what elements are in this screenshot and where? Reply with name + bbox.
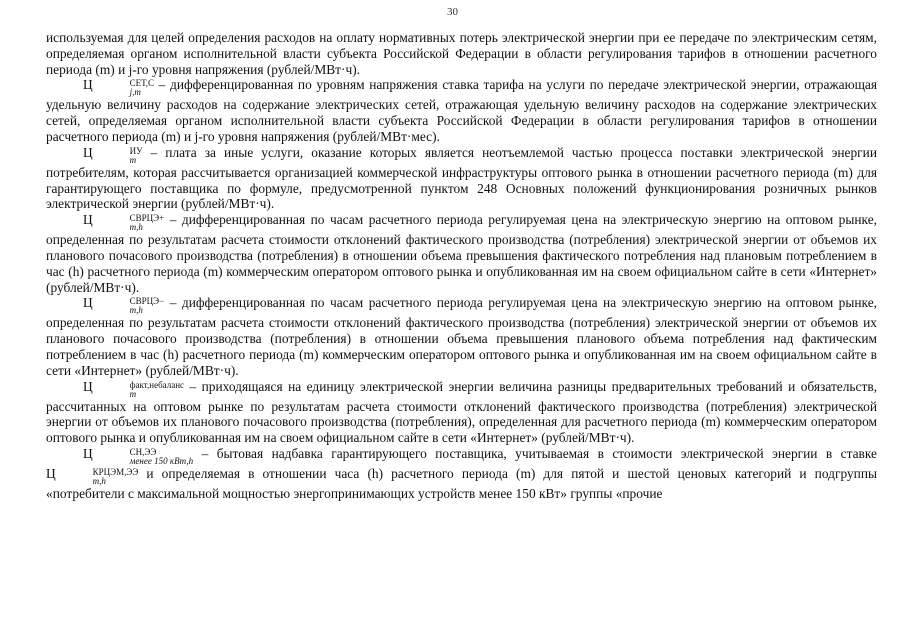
paragraph-7-text-a: – бытовая надбавка гарантирующего поставщика, учитываемая в стоимости электрической энергии в ставке <box>193 445 877 461</box>
paragraph-6 <box>46 379 877 446</box>
paragraph-6-text: – приходящаяся на единицу электрической энергии величина разницы предварительных требований и обязательств, рассчитанных на оптовом рынке по результатам расчета стоимости отклонений фактического производства (потребления) электрической энергии от объемов их планового почасового производства (потребления), определенная для расчетного периода (m) коммерческим оператором оптового рынка и опубликованная им на своем официальном сайте в сети «Интернет» (рублей/МВт·ч). <box>46 378 877 446</box>
symbol-indices <box>93 381 184 399</box>
symbol-subscript: m,h <box>129 222 143 233</box>
paragraph-5 <box>46 295 877 378</box>
symbol-superscript: СВРЦЭ− <box>129 296 165 307</box>
formula-symbol <box>83 445 194 466</box>
symbol-base: Ц <box>83 212 93 228</box>
paragraph-1-text: используемая для целей определения расходов на оплату нормативных потерь электрической энергии при ее передаче по электрическим сетям, определяемая органом исполнительной власти субъекта Российской Федерации в области регулирования тарифов в отношении расчетного периода (m) и j-го уровня напряжения (рублей/МВт·ч). <box>46 30 877 77</box>
formula-symbol <box>83 378 185 399</box>
symbol-base: Ц <box>83 77 93 93</box>
paragraph-5-text: – дифференцированная по часам расчетного периода регулируемая цена на электрическую энергию на оптовом рынке, определенная по результатам расчета стоимости отклонений фактического производства (потребления) электрической энергии от объемов их планового почасового производства (потребления) в отношении объема превышения планового объема потребления над фактическим потреблением в час (h) расчетного периода (m) коммерческим оператором оптового рынка и опубликованная им на своем официальном сайте в сети «Интернет» (рублей/МВт·ч). <box>46 295 877 378</box>
symbol-indices <box>93 147 143 165</box>
symbol-subscript: m <box>129 154 137 165</box>
paragraph-4 <box>46 212 877 295</box>
symbol-superscript: ИУ <box>129 145 143 156</box>
formula-symbol <box>83 77 155 98</box>
formula-symbol-inline <box>46 465 139 486</box>
symbol-indices <box>93 448 193 466</box>
page-number: 30 <box>447 6 458 18</box>
formula-symbol <box>83 295 165 316</box>
symbol-indices <box>56 468 139 486</box>
symbol-indices <box>93 79 154 97</box>
symbol-subscript: j,m <box>129 87 141 98</box>
paragraph-2-text: – дифференцированная по уровням напряжения ставка тарифа на услуги по передаче электрической энергии, отражающая удельную величину расходов на содержание электрических сетей, отражающая удельную величину расходов на содержание электрических сетей, определяемая органом исполнительной власти субъекта Российской Федерации в области регулирования тарифов в отношении расчетного периода (m) и j-го уровня напряжения (рублей/МВт·мес). <box>46 77 877 144</box>
symbol-indices <box>93 297 165 315</box>
symbol-base: Ц <box>83 295 93 311</box>
symbol-superscript: факт,небаланс <box>129 379 185 390</box>
symbol-subscript: m,h <box>92 475 106 486</box>
symbol-subscript: менее 150 кВт,h <box>129 455 194 466</box>
symbol-superscript: КРЦЭМ,ЭЭ <box>92 466 139 477</box>
paragraph-4-text: – дифференцированная по часам расчетного периода регулируемая цена на электрическую энергию на оптовом рынке, определенная по результатам расчета стоимости отклонений фактического производства (потребления) электрической энергии от объемов их планового почасового производства (потребления) в отношении объема превышения фактического потребления над плановым потреблением в час (h) расчетного периода (m) коммерческим оператором оптового рынка и опубликованная им на своем официальном сайте в сети «Интернет» (рублей/МВт·ч). <box>46 212 877 295</box>
symbol-indices <box>93 214 165 232</box>
paragraph-2 <box>46 77 877 144</box>
formula-symbol <box>83 144 143 165</box>
symbol-base: Ц <box>46 465 56 481</box>
paragraph-3-text: – плата за иные услуги, оказание которых является неотъемлемой частью процесса поставки электрической энергии потребителям, которая рассчитывается организацией коммерческой инфраструктуры оптового рынка в отношении расчетного периода (m) для гарантирующего поставщика по формуле, предусмотренной пунктом 248 Основных положений функционирования розничных рынков электрической энергии (рублей/МВт·ч). <box>46 144 877 212</box>
paragraph-7-text-b: и определяемая в отношении часа (h) расчетного периода (m) для пятой и шестой ценовых категорий и подгруппы «потребители с максимальной мощностью энергопринимающих устройств менее 150 кВт» группы «прочие <box>46 465 877 501</box>
symbol-superscript: СВРЦЭ+ <box>129 213 165 224</box>
paragraph-1 <box>46 30 877 77</box>
symbol-subscript: m,h <box>129 305 143 316</box>
formula-symbol <box>83 212 165 233</box>
symbol-base: Ц <box>83 144 93 160</box>
document-body <box>46 30 877 502</box>
symbol-superscript: СЕТ,С <box>129 78 155 89</box>
symbol-superscript: СН,ЭЭ <box>129 446 157 457</box>
symbol-base: Ц <box>83 378 93 394</box>
paragraph-3 <box>46 145 877 212</box>
paragraph-7 <box>46 446 877 502</box>
symbol-base: Ц <box>83 445 93 461</box>
symbol-subscript: m <box>129 388 137 399</box>
